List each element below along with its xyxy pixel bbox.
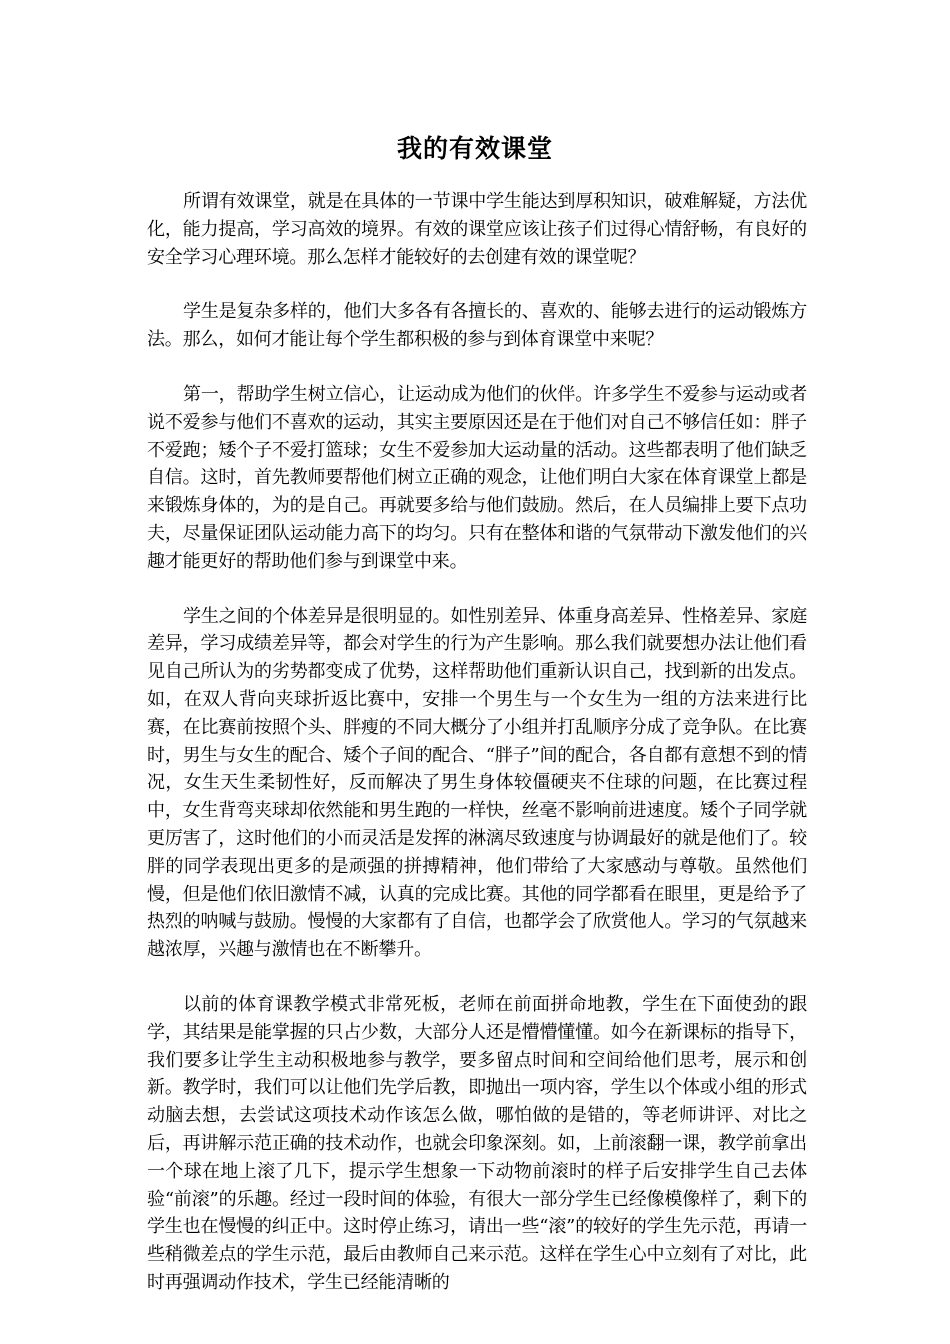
- paragraph-differences: 学生之间的个体差异是很明显的。如性别差异、体重身高差异、性格差异、家庭差异，学习成绩差异等，都会对学生的行为产生影响。那么我们就要想办法让他们看见自己所认为的劣势都变成了优势，这样帮助他们重新认识自己，找到新的出发点。如，在双人背向夹球折返比赛中，安排一个男生与一个女生为一组的方法来进行比赛，在比赛前按照个头、胖瘦的不同大概分了小组并打乱顺序分成了竞争队。在比赛时，男生与女生的配合、矮个子间的配合、“胖子”间的配合，各自都有意想不到的情况，女生天生柔韧性好，反而解决了男生身体较僵硬夹不住球的问题，在比赛过程中，女生背弯夹球却依然能和男生跑的一样快，丝毫不影响前进速度。矮个子同学就更厉害了，这时他们的小而灵活是发挥的淋漓尽致速度与协调最好的就是他们了。较胖的同学表现出更多的是顽强的拼搏精神，他们带给了大家感动与尊敬。虽然他们慢，但是他们依旧激情不减，认真的完成比赛。其他的同学都看在眼里，更是给予了热烈的呐喊与鼓励。慢慢的大家都有了自信，也都学会了欣赏他人。学习的气氛越来越浓厚，兴趣与激情也在不断攀升。: [147, 605, 807, 961]
- document-body: [147, 188, 807, 1324]
- paragraph-confidence: 第一，帮助学生树立信心，让运动成为他们的伙伴。许多学生不爱参与运动或者说不爱参与他们不喜欢的运动，其实主要原因还是在于他们对自己不够信任如：胖子不爱跑；矮个子不爱打篮球；女生不爱参加大运动量的活动。这些都表明了他们缺乏自信。这时，首先教师要帮他们树立正确的观念，让他们明白大家在体育课堂上都是来锻炼身体的，为的是自己。再就要多给与他们鼓励。然后，在人员编排上要下点功夫，尽量保证团队运动能力高下的均匀。只有在整体和谐的气氛带动下激发他们的兴趣才能更好的帮助他们参与到课堂中来。: [147, 383, 807, 572]
- paragraph-teaching-mode: 以前的体育课教学模式非常死板，老师在前面拼命地教，学生在下面使劲的跟学，其结果是能掌握的只占少数，大部分人还是懵懵懂懂。如今在新课标的指导下，我们要多让学生主动积极地参与教学，要多留点时间和空间给他们思考，展示和创新。教学时，我们可以让他们先学后教，即抛出一项内容，学生以个体或小组的形式动脑去想，去尝试这项技术动作该怎么做，哪怕做的是错的，等老师讲评、对比之后，再讲解示范正确的技术动作，也就会印象深刻。如，上前滚翻一课，教学前拿出一个球在地上滚了几下，提示学生想象一下动物前滚时的样子后安排学生自己去体验“前滚”的乐趣。经过一段时间的体验，有很大一部分学生已经像模像样了，剩下的学生也在慢慢的纠正中。这时停止练习，请出一些“滚”的较好的学生先示范，再请一些稍微差点的学生示范，最后由教师自己来示范。这样在学生心中立刻有了对比，此时再强调动作技术，学生已经能清晰的: [147, 993, 807, 1293]
- paragraph-question: 学生是复杂多样的，他们大多各有各擅长的、喜欢的、能够去进行的运动锻炼方法。那么，如何才能让每个学生都积极的参与到体育课堂中来呢？: [147, 301, 807, 351]
- paragraph-intro: 所谓有效课堂，就是在具体的一节课中学生能达到厚积知识，破难解疑，方法优化，能力提高，学习高效的境界。有效的课堂应该让孩子们过得心情舒畅，有良好的安全学习心理环境。那么怎样才能较好的去创建有效的课堂呢？: [147, 191, 807, 268]
- document-title: 我的有效课堂: [396, 134, 553, 163]
